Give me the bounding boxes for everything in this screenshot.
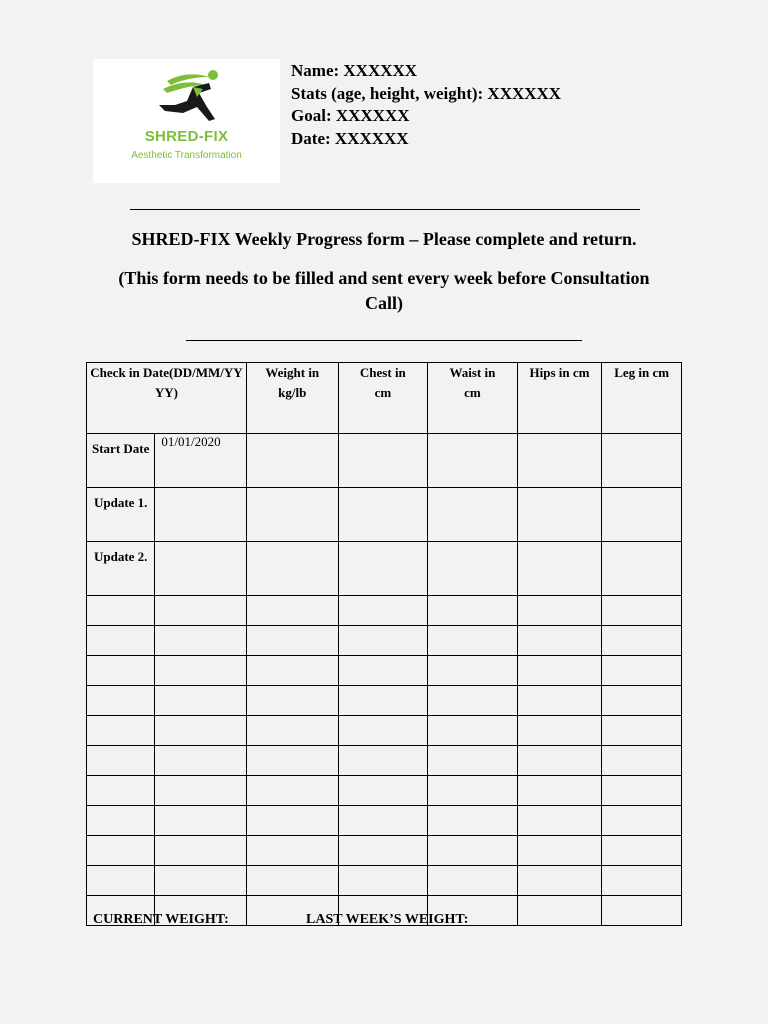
table-cell[interactable] [338,686,428,716]
leg-cell[interactable] [602,542,682,596]
date-cell[interactable]: 01/01/2020 [155,434,247,488]
date-cell[interactable] [155,488,247,542]
header-chest: Chest in cm [338,363,428,434]
hips-cell[interactable] [517,488,602,542]
table-row [87,434,682,488]
table-cell[interactable] [155,866,247,896]
table-cell[interactable] [517,776,602,806]
header-weight: Weight in kg/lb [246,363,338,434]
table-cell[interactable] [246,866,338,896]
chest-cell[interactable] [338,434,428,488]
table-cell[interactable] [338,716,428,746]
divider-line [130,197,640,210]
table-row [87,836,682,866]
table-cell[interactable] [87,746,155,776]
table-cell[interactable] [602,596,682,626]
table-cell[interactable] [602,806,682,836]
client-info [291,60,561,150]
table-cell[interactable] [517,746,602,776]
leg-cell[interactable] [602,488,682,542]
table-cell[interactable] [246,746,338,776]
form-subtitle: (This form needs to be filled and sent every week before Consultation Call) [118,268,650,313]
table-cell[interactable] [246,806,338,836]
name-field: Name: XXXXXX [291,61,418,80]
table-cell[interactable] [155,596,247,626]
table-cell[interactable] [428,746,518,776]
hips-cell[interactable] [517,542,602,596]
table-cell[interactable] [155,686,247,716]
table-cell[interactable] [87,626,155,656]
logo-tagline: Aesthetic Transformation [131,150,242,161]
last-week-weight-label: LAST WEEK’S WEIGHT: [306,912,469,927]
table-cell[interactable] [246,626,338,656]
table-cell[interactable] [602,656,682,686]
table-cell[interactable] [87,836,155,866]
table-cell[interactable] [155,776,247,806]
weight-cell[interactable] [246,488,338,542]
table-row [87,626,682,656]
table-cell[interactable] [517,896,602,926]
stats-field: Stats (age, height, weight): XXXXXX [291,83,562,103]
table-cell[interactable] [517,656,602,686]
table-cell[interactable] [428,716,518,746]
table-cell[interactable] [602,686,682,716]
table-cell[interactable] [87,806,155,836]
waist-cell[interactable] [428,434,518,488]
table-cell[interactable] [338,746,428,776]
table-cell[interactable] [428,806,518,836]
table-row [87,656,682,686]
table-cell[interactable] [155,836,247,866]
table-row [87,746,682,776]
logo [93,59,280,183]
table-cell[interactable] [428,686,518,716]
table-cell[interactable] [246,596,338,626]
divider-line [186,328,582,341]
date-field: Date: XXXXXX [291,128,409,148]
table-row [87,866,682,896]
table-cell[interactable] [517,806,602,836]
header-hips: Hips in cm [517,363,602,434]
waist-cell[interactable] [428,488,518,542]
table-cell[interactable] [517,686,602,716]
table-cell[interactable] [517,866,602,896]
table-row [87,686,682,716]
table-cell[interactable] [338,806,428,836]
header-leg: Leg in cm [602,363,682,434]
table-cell[interactable] [87,596,155,626]
table-cell[interactable] [517,836,602,866]
table-cell[interactable] [87,686,155,716]
table-row [87,596,682,626]
table-cell[interactable] [246,686,338,716]
table-cell[interactable] [155,716,247,746]
chest-cell[interactable] [338,542,428,596]
weight-cell[interactable] [246,542,338,596]
table-row [87,806,682,836]
table-cell[interactable] [87,866,155,896]
table-cell[interactable] [155,626,247,656]
table-cell[interactable] [338,626,428,656]
table-cell[interactable] [517,716,602,746]
form-title: SHRED-FIX Weekly Progress form – Please complete and return. [131,229,637,249]
table-cell[interactable] [155,806,247,836]
hips-cell[interactable] [517,434,602,488]
table-row [87,488,682,542]
table-cell[interactable] [602,836,682,866]
table-cell[interactable] [246,836,338,866]
table-cell[interactable] [428,656,518,686]
table-header-row [87,363,682,434]
table-cell[interactable] [155,746,247,776]
logo-brand: SHRED-FIX [144,128,229,145]
chest-cell[interactable] [338,488,428,542]
table-cell[interactable] [87,656,155,686]
leg-cell[interactable] [602,434,682,488]
table-cell[interactable] [246,656,338,686]
header-check-in-date: Check in Date(DD/MM/YYYY) [87,363,247,434]
table-row [87,542,682,596]
table-cell[interactable] [602,626,682,656]
table-cell[interactable] [338,836,428,866]
waist-cell[interactable] [428,542,518,596]
table-cell[interactable] [428,776,518,806]
table-row [87,716,682,746]
table-cell[interactable] [428,626,518,656]
table-row [87,776,682,806]
table-cell[interactable] [517,626,602,656]
table-cell[interactable] [338,596,428,626]
table-cell[interactable] [428,836,518,866]
table-cell[interactable] [428,596,518,626]
table-cell[interactable] [87,776,155,806]
table-cell[interactable] [428,866,518,896]
table-cell[interactable] [602,896,682,926]
table-cell[interactable] [87,716,155,746]
runner-icon [153,67,223,129]
date-cell[interactable] [155,542,247,596]
row-label: Update 2. [87,542,155,596]
row-label: Start Date [87,434,155,488]
progress-table [86,362,682,926]
table-cell[interactable] [338,656,428,686]
table-cell[interactable] [338,776,428,806]
table-cell[interactable] [602,776,682,806]
row-label: Update 1. [87,488,155,542]
table-cell[interactable] [517,596,602,626]
table-cell[interactable] [155,656,247,686]
table-cell[interactable] [602,746,682,776]
table-cell[interactable] [338,866,428,896]
table-cell[interactable] [602,866,682,896]
weight-cell[interactable] [246,434,338,488]
table-cell[interactable] [246,716,338,746]
header-waist: Waist in cm [428,363,518,434]
current-weight-label: CURRENT WEIGHT: [93,912,229,927]
table-cell[interactable] [246,776,338,806]
table-cell[interactable] [602,716,682,746]
goal-field: Goal: XXXXXX [291,106,410,125]
